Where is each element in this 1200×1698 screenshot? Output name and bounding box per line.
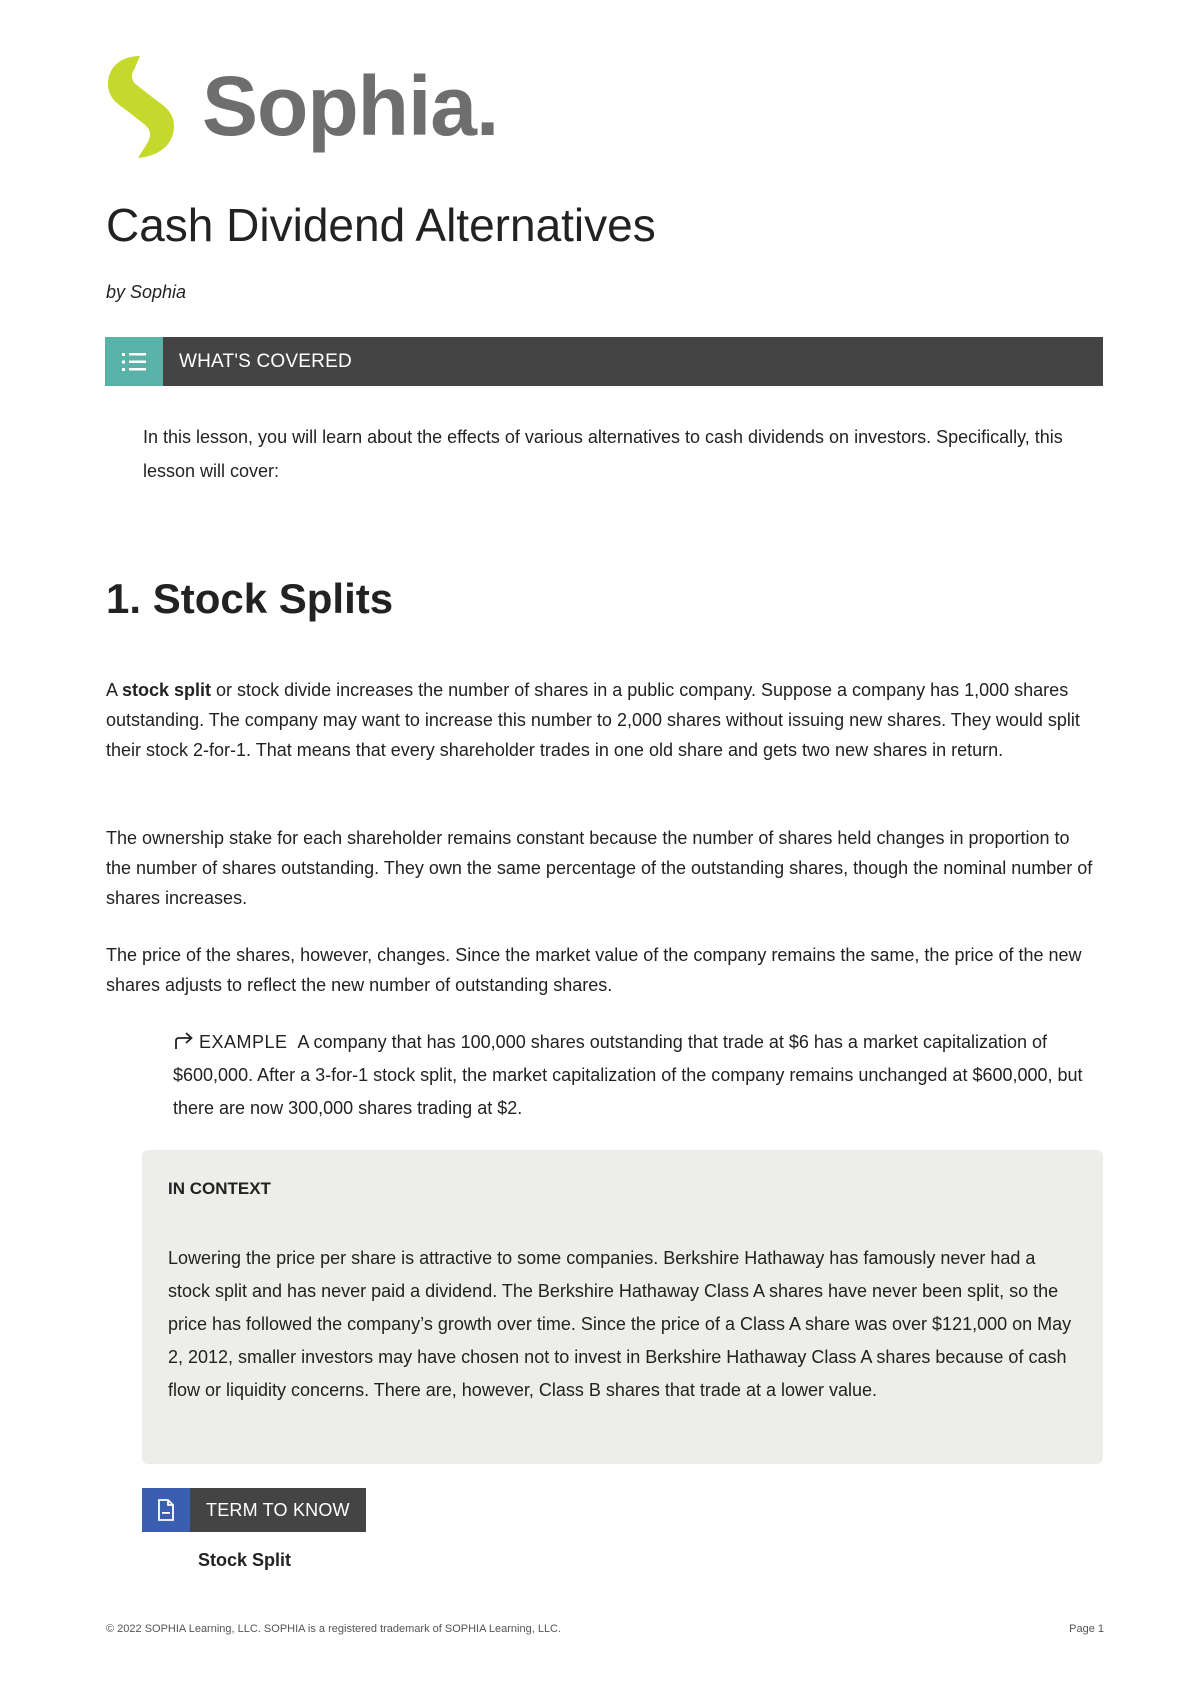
intro-paragraph: In this lesson, you will learn about the effects of various alternatives to cash dividends on investors. Specifically, this lesson will cover: <box>143 427 1063 481</box>
sophia-logo-mark-icon <box>104 54 178 158</box>
sophia-logo-text: Sophia. <box>202 59 499 153</box>
document-icon <box>156 1498 176 1522</box>
byline: by Sophia <box>106 282 187 302</box>
paragraph-stock-split-definition <box>106 675 1096 765</box>
p1-rest: or stock divide increases the number of shares in a public company. Suppose a company has 1,000 shares outstanding. The company may want to increase this number to 2,000 shares without issuing new shares. They would split their stock 2-for-1. That means that every shareholder trades in one old share and gets two new shares in return. <box>106 680 1080 760</box>
paragraph-ownership-stake: The ownership stake for each shareholder remains constant because the number of shares held changes in proportion to the number of shares outstanding. They own the same percentage of the outstanding shares, though the nominal number of shares increases. <box>106 828 1093 908</box>
paragraph-share-price: The price of the shares, however, changes. Since the market value of the company remains the same, the price of the new shares adjusts to reflect the new number of outstanding shares. <box>106 945 1082 995</box>
example-text: A company that has 100,000 shares outstanding that trade at $6 has a market capitalization of $600,000. After a 3-for-1 stock split, the market capitalization of the company remains unchanged at $600,000, but there are now 300,000 shares trading at $2. <box>173 1032 1083 1118</box>
example-block <box>173 1026 1103 1125</box>
footer-copyright: © 2022 SOPHIA Learning, LLC. SOPHIA is a registered trademark of SOPHIA Learning, LLC. <box>106 1623 562 1635</box>
example-tag: EXAMPLE <box>199 1032 288 1052</box>
in-context-body: Lowering the price per share is attractive to some companies. Berkshire Hathaway has famously never had a stock split and has never paid a dividend. The Berkshire Hathaway Class A shares have never been split, so the price has followed the company’s growth over time. Since the price of a Class A share was over $121,000 on May 2, 2012, smaller investors may have chosen not to invest in Berkshire Hathaway Class A shares because of cash flow or liquidity concerns. There are, however, Class B shares that trade at a lower value. <box>168 1248 1072 1400</box>
term-to-know-label: TERM TO KNOW <box>190 1488 366 1532</box>
term-to-know-banner <box>142 1488 366 1532</box>
p1-prefix: A <box>106 680 123 700</box>
whats-covered-icon-box <box>105 337 163 386</box>
page-title: Cash Dividend Alternatives <box>106 199 656 251</box>
arrow-icon <box>173 1032 195 1050</box>
footer-page-number: Page 1 <box>1069 1623 1104 1635</box>
term-stock-split: Stock Split <box>198 1550 292 1570</box>
section-heading-stock-splits: 1. Stock Splits <box>106 575 394 622</box>
whats-covered-label: WHAT'S COVERED <box>179 350 352 372</box>
in-context-box <box>142 1150 1103 1464</box>
list-icon <box>120 350 148 374</box>
in-context-title: IN CONTEXT <box>168 1179 271 1198</box>
term-stock-split-bold: stock split <box>122 680 212 700</box>
term-icon-box <box>142 1488 190 1532</box>
sophia-logo <box>104 54 498 158</box>
whats-covered-banner <box>105 337 1103 386</box>
